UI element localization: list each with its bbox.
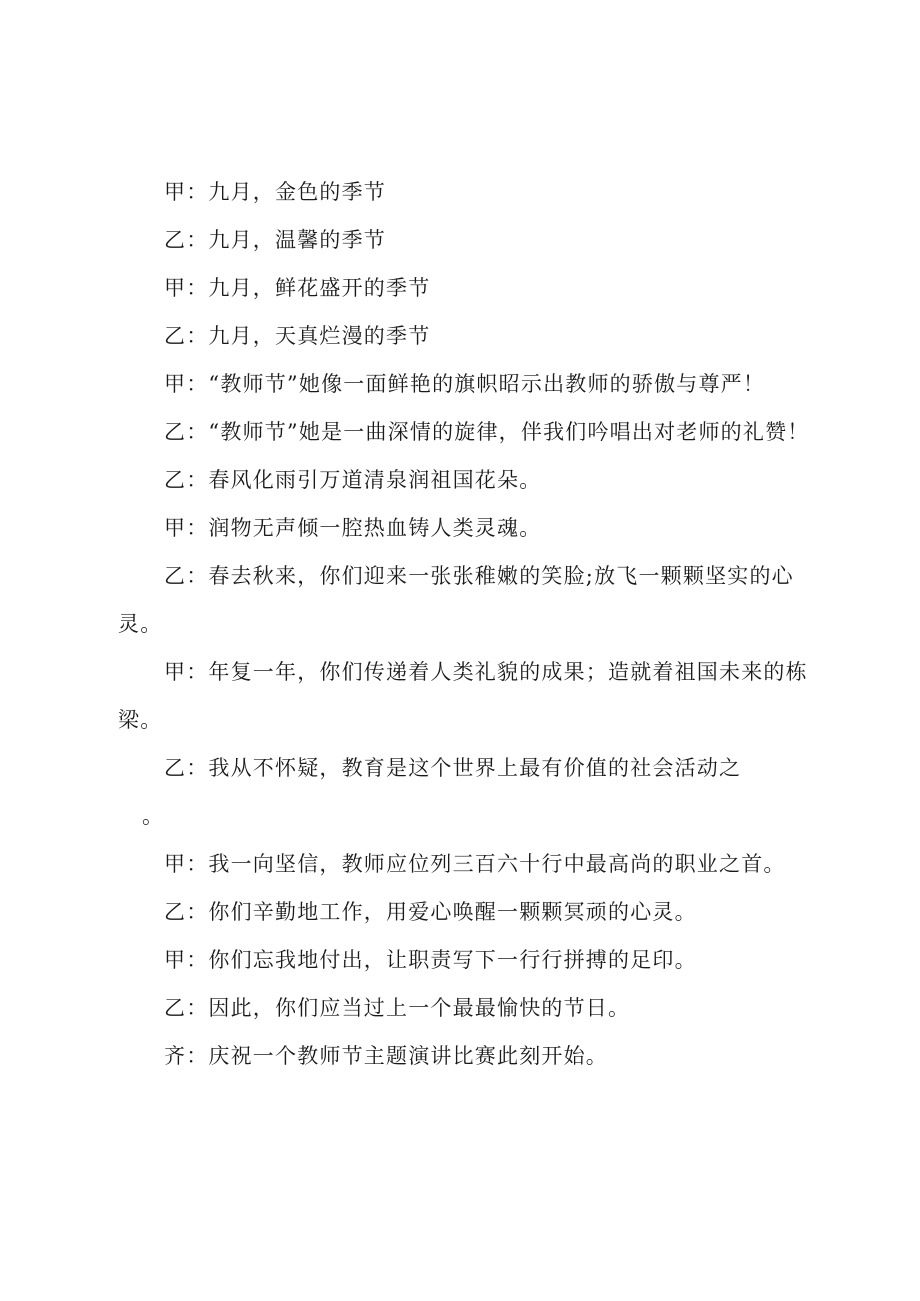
dialogue-line: 乙：九月，温馨的季节 [164,228,386,252]
dialogue-line: 甲：年复一年，你们传递着人类礼貌的成果；造就着祖国未来的栋梁。 [118,660,808,732]
dialogue-line: 乙：你们辛勤地工作，用爱心唤醒一颗颗冥顽的心灵。 [164,900,697,924]
dialogue-line: 齐：庆祝一个教师节主题演讲比赛此刻开始。 [164,1044,608,1068]
dialogue-line: 甲：你们忘我地付出，让职责写下一行行拼搏的足印。 [164,948,697,972]
document-body [118,168,830,1080]
dialogue-line: 甲：九月，金色的季节 [164,180,386,204]
dialogue-line: 甲：“教师节”她像一面鲜艳的旗帜昭示出教师的骄傲与尊严！ [164,372,766,396]
dialogue-line: 甲：九月，鲜花盛开的季节 [164,276,431,300]
dialogue-line: 乙：我从不怀疑，教育是这个世界上最有价值的社会活动之 [164,756,742,780]
dialogue-line: 乙：春去秋来，你们迎来一张张稚嫩的笑脸;放飞一颗颗坚实的心灵。 [118,564,794,636]
dialogue-line: 乙：“教师节”她是一曲深情的旋律，伴我们吟唱出对老师的礼赞！ [164,420,810,444]
dialogue-line: 甲：我一向坚信，教师应位列三百六十行中最高尚的职业之首。 [164,852,786,876]
dialogue-line: 乙：因此，你们应当过上一个最最愉快的节日。 [164,996,631,1020]
dialogue-line: 乙：九月，天真烂漫的季节 [164,324,431,348]
dialogue-line: 甲：润物无声倾一腔热血铸人类灵魂。 [164,516,542,540]
dialogue-line: 乙：春风化雨引万道清泉润祖国花朵。 [164,468,542,492]
dialogue-line-tail: 。 [142,804,165,828]
